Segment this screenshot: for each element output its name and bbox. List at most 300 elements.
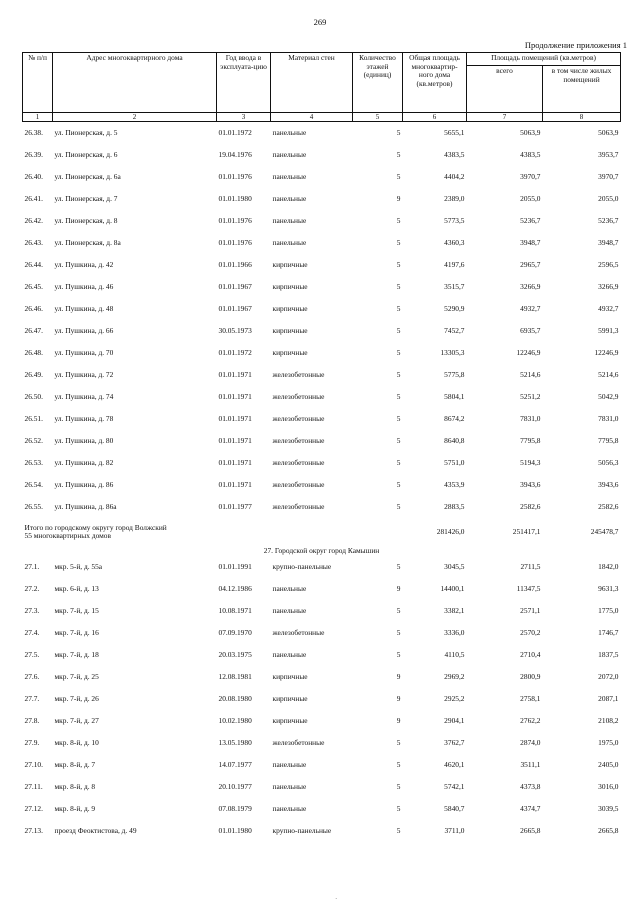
row-number-cell: 27.11. [24, 781, 43, 791]
table-body-volzhsky [23, 122, 621, 519]
floor-count-cell: 5 [396, 649, 401, 659]
premises-area-cell: 3943,6 [520, 479, 541, 489]
floor-count-cell: 5 [396, 171, 401, 181]
address-cell: мкр. 6-й, д. 13 [54, 583, 99, 593]
wall-material-cell: панельные [272, 759, 307, 769]
floor-count-cell: 9 [396, 671, 401, 681]
living-area-cell: 2596,5 [598, 259, 619, 269]
wall-material-cell: панельные [272, 171, 307, 181]
address-cell: ул. Пушкина, д. 74 [54, 391, 114, 401]
year-built-cell: 01.01.1971 [218, 413, 252, 423]
premises-area-cell: 4374,7 [520, 803, 541, 813]
table-row [23, 732, 621, 754]
total-area-cell: 4110,5 [444, 649, 465, 659]
table-row [23, 430, 621, 452]
living-area-cell: 2108,2 [598, 715, 619, 725]
address-cell: мкр. 7-й, д. 27 [54, 715, 99, 725]
row-number-cell: 27.8. [24, 715, 40, 725]
wall-material-cell: крупно-панельные [272, 561, 332, 571]
living-area-cell: 3266,9 [598, 281, 619, 291]
total-area-cell: 4353,9 [444, 479, 465, 489]
total-area-cell: 2389,0 [444, 193, 465, 203]
living-area-cell: 7795,8 [598, 435, 619, 445]
wall-material-cell: крупно-панельные [272, 825, 332, 835]
floor-count-cell: 5 [396, 825, 401, 835]
header-total-area: Общая площадь многоквартир-ного дома (кв.метров) [403, 53, 467, 113]
premises-area-cell: 3970,7 [520, 171, 541, 181]
wall-material-cell: панельные [272, 237, 307, 247]
address-cell: мкр. 7-й, д. 15 [54, 605, 99, 615]
row-number-cell: 26.45. [24, 281, 43, 291]
row-number-cell: 27.10. [24, 759, 43, 769]
wall-material-cell: панельные [272, 193, 307, 203]
address-cell: мкр. 7-й, д. 25 [54, 671, 99, 681]
address-cell: ул. Пушкина, д. 78 [54, 413, 114, 423]
year-built-cell: 20.10.1977 [218, 781, 252, 791]
address-cell: ул. Пионерская, д. 6а [54, 171, 121, 181]
premises-area-cell: 3948,7 [520, 237, 541, 247]
table-row [23, 254, 621, 276]
table-row [23, 408, 621, 430]
year-built-cell: 10.02.1980 [218, 715, 252, 725]
floor-count-cell: 5 [396, 391, 401, 401]
wall-material-cell: кирпичные [272, 347, 308, 357]
wall-material-cell: кирпичные [272, 715, 308, 725]
floor-count-cell: 5 [396, 803, 401, 813]
premises-area-cell: 4373,8 [520, 781, 541, 791]
table-row [23, 232, 621, 254]
year-built-cell: 01.01.1967 [218, 281, 252, 291]
address-cell: ул. Пушкина, д. 86а [54, 501, 117, 511]
year-built-cell: 12.08.1981 [218, 671, 252, 681]
year-built-cell: 04.12.1986 [218, 583, 252, 593]
table-body-summary [23, 518, 621, 556]
wall-material-cell: панельные [272, 605, 307, 615]
total-area-cell: 3515,7 [444, 281, 465, 291]
row-number-cell: 26.44. [24, 259, 43, 269]
row-number-cell: 27.13. [24, 825, 43, 835]
table-row [23, 820, 621, 842]
premises-area-cell: 2665,8 [520, 825, 541, 835]
year-built-cell: 20.03.1975 [218, 649, 252, 659]
table-row [23, 276, 621, 298]
table-row [23, 688, 621, 710]
living-area-cell: 3943,6 [598, 479, 619, 489]
address-cell: мкр. 8-й, д. 9 [54, 803, 96, 813]
section-row [23, 546, 621, 556]
table-row [23, 644, 621, 666]
total-area-cell: 4620,1 [444, 759, 465, 769]
header-floors: Количество этажей (единиц) [353, 53, 403, 113]
column-number: 7 [467, 113, 543, 122]
table-row [23, 798, 621, 820]
page-number: 269 [313, 17, 327, 27]
header-walls: Материал стен [271, 53, 353, 113]
row-number-cell: 26.47. [24, 325, 43, 335]
header-no: № п/п [23, 53, 53, 113]
address-cell: проезд Феоктистова, д. 49 [54, 825, 137, 835]
row-number-cell: 27.1. [24, 561, 40, 571]
wall-material-cell: кирпичные [272, 281, 308, 291]
row-number-cell: 26.43. [24, 237, 43, 247]
floor-count-cell: 5 [396, 479, 401, 489]
premises-area-cell: 2055,0 [520, 193, 541, 203]
premises-area-cell: 4932,7 [520, 303, 541, 313]
total-area-cell: 3336,0 [444, 627, 465, 637]
table-row [23, 342, 621, 364]
column-number: 5 [353, 113, 403, 122]
premises-area-cell: 5063,9 [520, 127, 541, 137]
address-cell: ул. Пионерская, д. 6 [54, 149, 118, 159]
living-area-cell: 2665,8 [598, 825, 619, 835]
table-row [23, 166, 621, 188]
year-built-cell: 10.08.1971 [218, 605, 252, 615]
table-row [23, 622, 621, 644]
floor-count-cell: 5 [396, 281, 401, 291]
column-number: 2 [53, 113, 217, 122]
year-built-cell: 01.01.1980 [218, 825, 252, 835]
header-premises-area: Площадь помещений (кв.метров) [467, 53, 621, 66]
row-number-cell: 26.38. [24, 127, 43, 137]
column-numbers-row [23, 113, 621, 122]
living-area-cell: 3016,0 [598, 781, 619, 791]
floor-count-cell: 5 [396, 259, 401, 269]
premises-area-cell: 2965,7 [520, 259, 541, 269]
table-row [23, 496, 621, 518]
table-row [23, 364, 621, 386]
table-row [23, 710, 621, 732]
year-built-cell: 01.01.1971 [218, 369, 252, 379]
total-area-cell: 5804,1 [444, 391, 465, 401]
wall-material-cell: железобетонные [272, 737, 325, 747]
row-number-cell: 26.48. [24, 347, 43, 357]
page-speck: · [335, 895, 338, 903]
address-cell: ул. Пушкина, д. 46 [54, 281, 114, 291]
wall-material-cell: кирпичные [272, 693, 308, 703]
year-built-cell: 01.01.1967 [218, 303, 252, 313]
address-cell: ул. Пушкина, д. 80 [54, 435, 114, 445]
living-area-cell: 7831,0 [598, 413, 619, 423]
address-cell: ул. Пушкина, д. 72 [54, 369, 114, 379]
total-area-cell: 2925,2 [444, 693, 465, 703]
year-built-cell: 01.01.1991 [218, 561, 252, 571]
living-area-cell: 3948,7 [598, 237, 619, 247]
table-row [23, 556, 621, 578]
premises-area-cell: 6935,7 [520, 325, 541, 335]
year-built-cell: 19.04.1976 [218, 149, 252, 159]
address-cell: ул. Пионерская, д. 8 [54, 215, 118, 225]
total-area-cell: 5773,5 [444, 215, 465, 225]
wall-material-cell: панельные [272, 803, 307, 813]
total-label-line2: 55 многоквартирных домов [24, 531, 111, 541]
living-area-cell: 2055,0 [598, 193, 619, 203]
living-area-cell: 5991,3 [598, 325, 619, 335]
row-number-cell: 26.54. [24, 479, 43, 489]
table-row [23, 320, 621, 342]
wall-material-cell: кирпичные [272, 671, 308, 681]
column-number: 6 [403, 113, 467, 122]
floor-count-cell: 9 [396, 693, 401, 703]
wall-material-cell: панельные [272, 215, 307, 225]
header-premises-living: в том числе жилых помещений [543, 66, 621, 113]
year-built-cell: 01.01.1980 [218, 193, 252, 203]
address-cell: мкр. 5-й, д. 55а [54, 561, 103, 571]
year-built-cell: 14.07.1977 [218, 759, 252, 769]
premises-area-cell: 5251,2 [520, 391, 541, 401]
living-area-cell: 3953,7 [598, 149, 619, 159]
address-cell: ул. Пушкина, д. 82 [54, 457, 114, 467]
row-number-cell: 26.40. [24, 171, 43, 181]
address-cell: ул. Пионерская, д. 8а [54, 237, 121, 247]
wall-material-cell: железобетонные [272, 413, 325, 423]
table-body-kamyshin [23, 556, 621, 842]
total-area-cell: 4197,6 [444, 259, 465, 269]
address-cell: мкр. 7-й, д. 16 [54, 627, 99, 637]
total-area-cell: 4360,3 [444, 237, 465, 247]
wall-material-cell: кирпичные [272, 259, 308, 269]
floor-count-cell: 5 [396, 561, 401, 571]
wall-material-cell: железобетонные [272, 391, 325, 401]
address-cell: мкр. 7-й, д. 26 [54, 693, 99, 703]
year-built-cell: 01.01.1977 [218, 501, 252, 511]
year-built-cell: 13.05.1980 [218, 737, 252, 747]
premises-area-cell: 4383,5 [520, 149, 541, 159]
living-area-cell: 3039,5 [598, 803, 619, 813]
premises-area-cell: 2758,1 [520, 693, 541, 703]
row-number-cell: 26.50. [24, 391, 43, 401]
table-row [23, 776, 621, 798]
address-cell: ул. Пионерская, д. 5 [54, 127, 118, 137]
total-area-cell: 2969,2 [444, 671, 465, 681]
year-built-cell: 07.09.1970 [218, 627, 252, 637]
column-number: 3 [217, 113, 271, 122]
premises-area-cell: 3511,1 [520, 759, 541, 769]
floor-count-cell: 5 [396, 215, 401, 225]
living-area-cell: 1746,7 [598, 627, 619, 637]
address-cell: мкр. 7-й, д. 18 [54, 649, 99, 659]
floor-count-cell: 5 [396, 737, 401, 747]
floor-count-cell: 9 [396, 715, 401, 725]
year-built-cell: 01.01.1971 [218, 457, 252, 467]
row-number-cell: 26.53. [24, 457, 43, 467]
wall-material-cell: панельные [272, 649, 307, 659]
premises-area-cell: 7831,0 [520, 413, 541, 423]
row-number-cell: 26.39. [24, 149, 43, 159]
premises-area-cell: 5236,7 [520, 215, 541, 225]
address-cell: мкр. 8-й, д. 8 [54, 781, 96, 791]
address-cell: ул. Пушкина, д. 86 [54, 479, 114, 489]
living-area-cell: 1842,0 [598, 561, 619, 571]
wall-material-cell: железобетонные [272, 457, 325, 467]
total-area-cell: 5840,7 [444, 803, 465, 813]
continuation-note: Продолжение приложения 1 [524, 40, 627, 50]
wall-material-cell: кирпичные [272, 303, 308, 313]
premises-area-cell: 2582,6 [520, 501, 541, 511]
premises-area-cell: 2800,9 [520, 671, 541, 681]
total-area-cell: 5290,9 [444, 303, 465, 313]
floor-count-cell: 5 [396, 457, 401, 467]
year-built-cell: 01.01.1976 [218, 237, 252, 247]
premises-area-cell: 3266,9 [520, 281, 541, 291]
row-number-cell: 27.6. [24, 671, 40, 681]
year-built-cell: 07.08.1979 [218, 803, 252, 813]
table-row [23, 452, 621, 474]
row-number-cell: 27.4. [24, 627, 40, 637]
total-area-cell: 3762,7 [444, 737, 465, 747]
total-area-sum: 281426,0 [436, 526, 465, 536]
wall-material-cell: панельные [272, 127, 307, 137]
column-number: 1 [23, 113, 53, 122]
premises-area-cell: 5194,3 [520, 457, 541, 467]
floor-count-cell: 9 [396, 583, 401, 593]
address-cell: мкр. 8-й, д. 7 [54, 759, 96, 769]
address-cell: ул. Пушкина, д. 66 [54, 325, 114, 335]
premises-area-cell: 5214,6 [520, 369, 541, 379]
address-cell: ул. Пионерская, д. 7 [54, 193, 118, 203]
row-number-cell: 26.42. [24, 215, 43, 225]
total-living-sum: 245478,7 [590, 526, 619, 536]
table-row [23, 210, 621, 232]
year-built-cell: 01.01.1971 [218, 391, 252, 401]
floor-count-cell: 5 [396, 627, 401, 637]
row-number-cell: 26.52. [24, 435, 43, 445]
total-area-cell: 2883,5 [444, 501, 465, 511]
living-area-cell: 5042,9 [598, 391, 619, 401]
total-area-cell: 4383,5 [444, 149, 465, 159]
row-number-cell: 26.55. [24, 501, 43, 511]
floor-count-cell: 5 [396, 605, 401, 615]
total-area-cell: 5775,8 [444, 369, 465, 379]
total-label-line1: Итого по городскому округу город Волжский [24, 522, 167, 532]
living-area-cell: 1837,5 [598, 649, 619, 659]
section-title: 27. Городской округ город Камышин [263, 545, 380, 555]
total-premises-sum: 251417,1 [512, 526, 541, 536]
total-area-cell: 5742,1 [444, 781, 465, 791]
total-area-cell: 5655,1 [444, 127, 465, 137]
wall-material-cell: железобетонные [272, 627, 325, 637]
wall-material-cell: панельные [272, 583, 307, 593]
wall-material-cell: железобетонные [272, 369, 325, 379]
total-area-cell: 3711,0 [444, 825, 465, 835]
table-row [23, 122, 621, 145]
wall-material-cell: панельные [272, 781, 307, 791]
row-number-cell: 27.7. [24, 693, 40, 703]
total-area-cell: 3382,1 [444, 605, 465, 615]
premises-area-cell: 2571,1 [520, 605, 541, 615]
premises-area-cell: 2711,5 [520, 561, 541, 571]
total-area-cell: 8674,2 [444, 413, 465, 423]
row-number-cell: 27.2. [24, 583, 40, 593]
year-built-cell: 01.01.1976 [218, 171, 252, 181]
year-built-cell: 01.01.1971 [218, 435, 252, 445]
row-number-cell: 26.41. [24, 193, 43, 203]
total-area-cell: 3045,5 [444, 561, 465, 571]
row-number-cell: 27.9. [24, 737, 40, 747]
living-area-cell: 5056,3 [598, 457, 619, 467]
living-area-cell: 3970,7 [598, 171, 619, 181]
floor-count-cell: 5 [396, 149, 401, 159]
year-built-cell: 01.01.1972 [218, 347, 252, 357]
header-year: Год ввода в эксплуата-цию [217, 53, 271, 113]
address-cell: ул. Пушкина, д. 48 [54, 303, 114, 313]
column-number: 8 [543, 113, 621, 122]
living-area-cell: 12246,9 [594, 347, 619, 357]
living-area-cell: 5236,7 [598, 215, 619, 225]
total-area-cell: 2904,1 [444, 715, 465, 725]
living-area-cell: 9631,3 [598, 583, 619, 593]
living-area-cell: 2582,6 [598, 501, 619, 511]
apartment-buildings-table [22, 52, 621, 842]
year-built-cell: 01.01.1976 [218, 215, 252, 225]
year-built-cell: 01.01.1971 [218, 479, 252, 489]
premises-area-cell: 2570,2 [520, 627, 541, 637]
floor-count-cell: 5 [396, 781, 401, 791]
address-cell: ул. Пушкина, д. 42 [54, 259, 114, 269]
wall-material-cell: панельные [272, 149, 307, 159]
year-built-cell: 01.01.1966 [218, 259, 252, 269]
premises-area-cell: 11347,5 [516, 583, 541, 593]
year-built-cell: 20.08.1980 [218, 693, 252, 703]
living-area-cell: 2072,0 [598, 671, 619, 681]
year-built-cell: 01.01.1972 [218, 127, 252, 137]
premises-area-cell: 2710,4 [520, 649, 541, 659]
floor-count-cell: 5 [396, 413, 401, 423]
total-area-cell: 5751,0 [444, 457, 465, 467]
total-area-cell: 14400,1 [440, 583, 465, 593]
total-area-cell: 13305,3 [440, 347, 465, 357]
row-number-cell: 26.51. [24, 413, 43, 423]
table-row [23, 298, 621, 320]
floor-count-cell: 5 [396, 759, 401, 769]
floor-count-cell: 5 [396, 435, 401, 445]
address-cell: ул. Пушкина, д. 70 [54, 347, 114, 357]
total-area-cell: 4404,2 [444, 171, 465, 181]
premises-area-cell: 12246,9 [516, 347, 541, 357]
address-cell: мкр. 8-й, д. 10 [54, 737, 99, 747]
floor-count-cell: 9 [396, 193, 401, 203]
year-built-cell: 30.05.1973 [218, 325, 252, 335]
table-row [23, 578, 621, 600]
row-number-cell: 26.49. [24, 369, 43, 379]
floor-count-cell: 5 [396, 127, 401, 137]
total-area-cell: 8640,8 [444, 435, 465, 445]
living-area-cell: 2087,1 [598, 693, 619, 703]
living-area-cell: 5063,9 [598, 127, 619, 137]
table-row [23, 188, 621, 210]
table-row [23, 754, 621, 776]
total-area-cell: 7452,7 [444, 325, 465, 335]
floor-count-cell: 5 [396, 325, 401, 335]
row-number-cell: 27.12. [24, 803, 43, 813]
living-area-cell: 1775,0 [598, 605, 619, 615]
floor-count-cell: 5 [396, 501, 401, 511]
column-number: 4 [271, 113, 353, 122]
total-row [23, 518, 621, 546]
wall-material-cell: кирпичные [272, 325, 308, 335]
table-row [23, 386, 621, 408]
row-number-cell: 27.3. [24, 605, 40, 615]
living-area-cell: 1975,0 [598, 737, 619, 747]
wall-material-cell: железобетонные [272, 479, 325, 489]
premises-area-cell: 7795,8 [520, 435, 541, 445]
living-area-cell: 2405,0 [598, 759, 619, 769]
living-area-cell: 5214,6 [598, 369, 619, 379]
living-area-cell: 4932,7 [598, 303, 619, 313]
row-number-cell: 26.46. [24, 303, 43, 313]
floor-count-cell: 5 [396, 303, 401, 313]
floor-count-cell: 5 [396, 369, 401, 379]
header-premises-total: всего [467, 66, 543, 113]
